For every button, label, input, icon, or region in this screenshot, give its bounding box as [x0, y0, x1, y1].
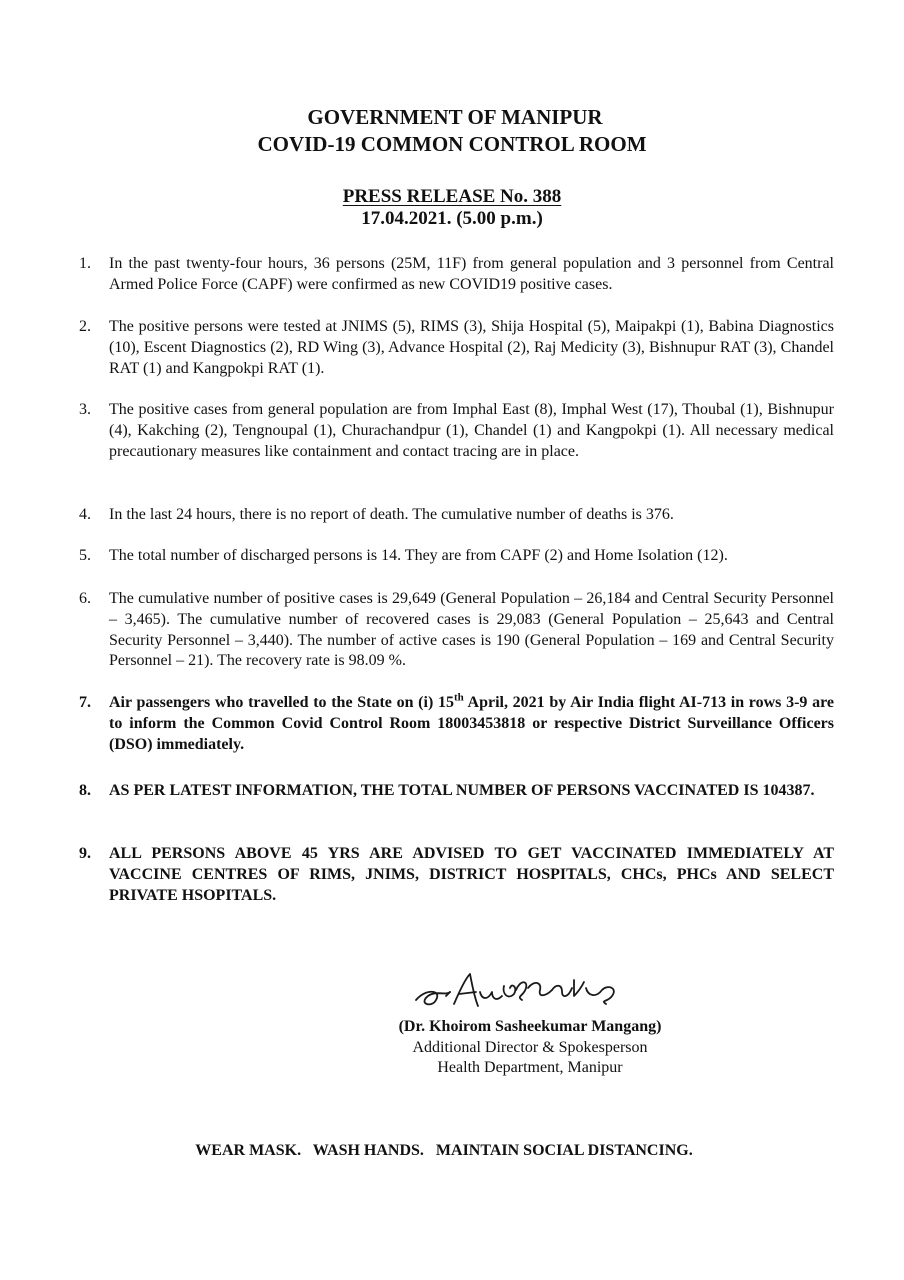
- footer-slogan: WEAR MASK. WASH HANDS. MAINTAIN SOCIAL DISTANCING.: [195, 1142, 693, 1159]
- list-item: [79, 400, 834, 462]
- item-text: AS PER LATEST INFORMATION, THE TOTAL NUMBER OF PERSONS VACCINATED IS 104387.: [109, 782, 815, 799]
- item-text: [109, 693, 834, 755]
- item-text: The positive cases from general population are from Imphal East (8), Imphal West (17), Thoubal (1), Bishnupur (4), Kakching (2), Tengnoupal (1), Churachandpur (1), Chandel (1) and Kangpokpi (1). All necessary medical precautionary measures like containment and contact tracing are in place.: [109, 401, 834, 460]
- item-text-part: April, 2021 by Air India flight AI-713 in rows 3-9 are to inform the Common Covid Control Room 18003453818 or respective District Surveillance Officers (DSO) immediately.: [109, 694, 835, 753]
- list-item: [79, 317, 834, 379]
- list-item-air-passengers: [79, 693, 834, 755]
- item-number: 1.: [79, 255, 91, 272]
- signatory-name: (Dr. Khoirom Sasheekumar Mangang): [398, 1018, 662, 1035]
- item-number: 3.: [79, 401, 91, 418]
- item-text: The cumulative number of positive cases is 29,649 (General Population – 26,184 and Central Security Personnel – 3,465). The cumulative number of recovered cases is 29,083 (General Population – 25,643 and Central Security Personnel – 3,440). The number of active cases is 190 (General Population – 169 and Central Security Personnel – 21). The recovery rate is 98.09 %.: [109, 590, 834, 670]
- press-release-date: 17.04.2021. (5.00 p.m.): [361, 208, 543, 229]
- ordinal-suffix: th: [453, 691, 464, 704]
- list-item: [79, 546, 834, 567]
- list-item: [79, 254, 834, 296]
- press-release-number: PRESS RELEASE No. 388: [342, 186, 562, 207]
- item-text: The total number of discharged persons is 14. They are from CAPF (2) and Home Isolation (12).: [109, 547, 728, 564]
- item-number: 9.: [79, 845, 91, 862]
- list-item: [79, 505, 834, 526]
- item-number: 2.: [79, 318, 91, 335]
- list-item: [79, 589, 834, 672]
- handwritten-signature: [412, 966, 632, 1016]
- signatory-block: [370, 1017, 690, 1079]
- item-number: 5.: [79, 547, 91, 564]
- list-item-vaccinated-count: [79, 781, 834, 802]
- control-room-title: COVID-19 COMMON CONTROL ROOM: [257, 132, 647, 156]
- item-text: In the past twenty-four hours, 36 persons (25M, 11F) from general population and 3 personnel from Central Armed Police Force (CAPF) were confirmed as new COVID19 positive cases.: [109, 255, 834, 293]
- item-number: 8.: [79, 782, 91, 799]
- item-number: 7.: [79, 694, 91, 711]
- item-number: 4.: [79, 506, 91, 523]
- item-text: The positive persons were tested at JNIMS (5), RIMS (3), Shija Hospital (5), Maipakpi (1), Babina Diagnostics (10), Escent Diagnostics (2), RD Wing (3), Advance Hospital (2), Raj Medicity (3), Bishnupur RAT (3), Chandel RAT (1) and Kangpokpi RAT (1).: [109, 318, 834, 377]
- signatory-department: Health Department, Manipur: [437, 1059, 623, 1076]
- item-text: In the last 24 hours, there is no report of death. The cumulative number of deaths is 376.: [109, 506, 674, 523]
- government-title: GOVERNMENT OF MANIPUR: [307, 105, 603, 129]
- list-item-vaccination-advisory: [79, 844, 834, 906]
- signatory-designation: Additional Director & Spokesperson: [412, 1038, 648, 1056]
- item-text: ALL PERSONS ABOVE 45 YRS ARE ADVISED TO GET VACCINATED IMMEDIATELY AT VACCINE CENTRES OF RIMS, JNIMS, DISTRICT HOSPITALS, CHCs, PHCs AND SELECT PRIVATE HSOPITALS.: [109, 845, 834, 904]
- item-text-part: Air passengers who travelled to the State on (i) 15: [109, 694, 454, 711]
- item-number: 6.: [79, 590, 91, 607]
